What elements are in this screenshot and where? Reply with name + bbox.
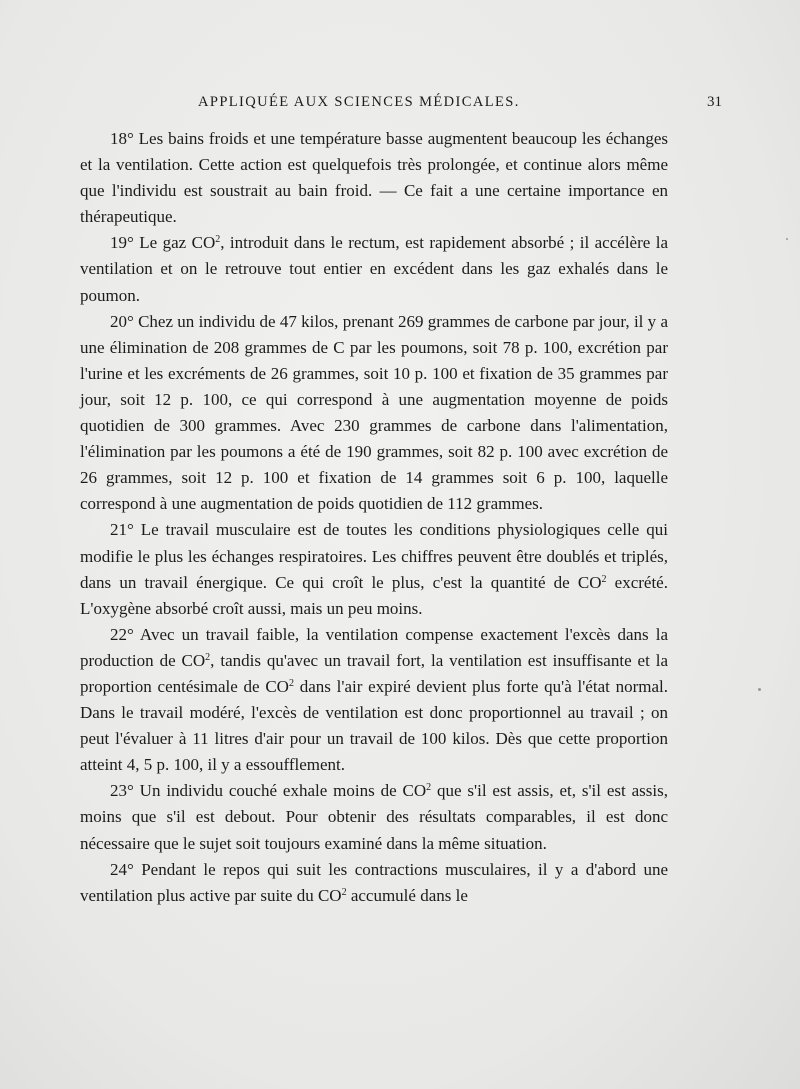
body-text bbox=[80, 126, 668, 909]
paragraph-24: 24° Pendant le repos qui suit les contractions musculaires, il y a d'abord une ventilation plus active par suite du $CO^2$ accumulé dans le bbox=[80, 859, 668, 905]
superscript: 2 bbox=[426, 782, 432, 794]
paragraph-22: 22° Avec un travail faible, la ventilation compense exactement l'excès dans la production de $CO^2$, tandis qu'avec un travail fort, la ventilation est insuffisante et la proportion centésimale de $CO^2$ dans l'air expiré devient plus forte qu'à l'état normal. Dans le travail modéré, l'excès de ventilation est donc proportionnel au travail ; on peut l'évaluer à 11 litres d'air pour un travail de 100 kilos. Dès que cette proportion atteint 4, 5 p. 100, il y a essoufflement. bbox=[80, 624, 669, 775]
superscript: 2 bbox=[215, 234, 221, 246]
running-head bbox=[80, 94, 720, 116]
paper-speck bbox=[786, 238, 788, 240]
superscript: 2 bbox=[288, 677, 294, 689]
page-number: 31 bbox=[707, 94, 722, 110]
paragraph-19: 19° Le gaz $CO^2$, introduit dans le rectum, est rapidement absorbé ; il accélère la ventilation et on le retrouve tout entier en excédent dans les gaz exhalés dans le poumon. bbox=[80, 233, 668, 305]
superscript: 2 bbox=[341, 886, 347, 898]
paragraph-23: 23° Un individu couché exhale moins de $CO^2$ que s'il est assis, et, s'il est assis, moins que s'il est debout. Pour obtenir des résultats comparables, il est donc nécessaire que le sujet soit toujours examiné dans la même situation. bbox=[80, 781, 668, 853]
running-title: APPLIQUÉE AUX SCIENCES MÉDICALES. bbox=[198, 94, 520, 110]
paragraph-21: 21° Le travail musculaire est de toutes les conditions physiologiques celle qui modifie le plus les échanges respiratoires. Les chiffres peuvent être doublés et triplés, dans un travail énergique. Ce qui croît le plus, c'est la quantité de $CO^2$ excrété. L'oxygène absorbé croît aussi, mais un peu moins. bbox=[80, 520, 668, 618]
superscript: 2 bbox=[205, 651, 211, 663]
paragraph-18: 18° Les bains froids et une température basse augmentent beaucoup les échanges et la ventilation. Cette action est quelquefois très prolongée, et continue alors même que l'individu est soustrait au bain froid. — Ce fait a une certaine importance en thérapeutique. bbox=[80, 129, 668, 227]
superscript: 2 bbox=[601, 573, 607, 585]
paper-speck bbox=[758, 688, 761, 691]
paragraph-20: 20° Chez un individu de 47 kilos, prenant 269 grammes de carbone par jour, il y a une élimination de 208 grammes de C par les poumons, soit 78 p. 100, excrétion par l'urine et les excréments de 26 grammes, soit 10 p. 100 et fixation de 35 grammes par jour, soit 12 p. 100, ce qui correspond à une augmentation moyenne de poids quotidien de 300 grammes. Avec 230 grammes de carbone dans l'alimentation, l'élimination par les poumons a été de 190 grammes, soit 82 p. 100 avec excrétion de 26 grammes, soit 12 p. 100 et fixation de 14 grammes soit 6 p. 100, laquelle correspond à une augmentation de poids quotidien de 112 grammes. bbox=[80, 311, 668, 514]
